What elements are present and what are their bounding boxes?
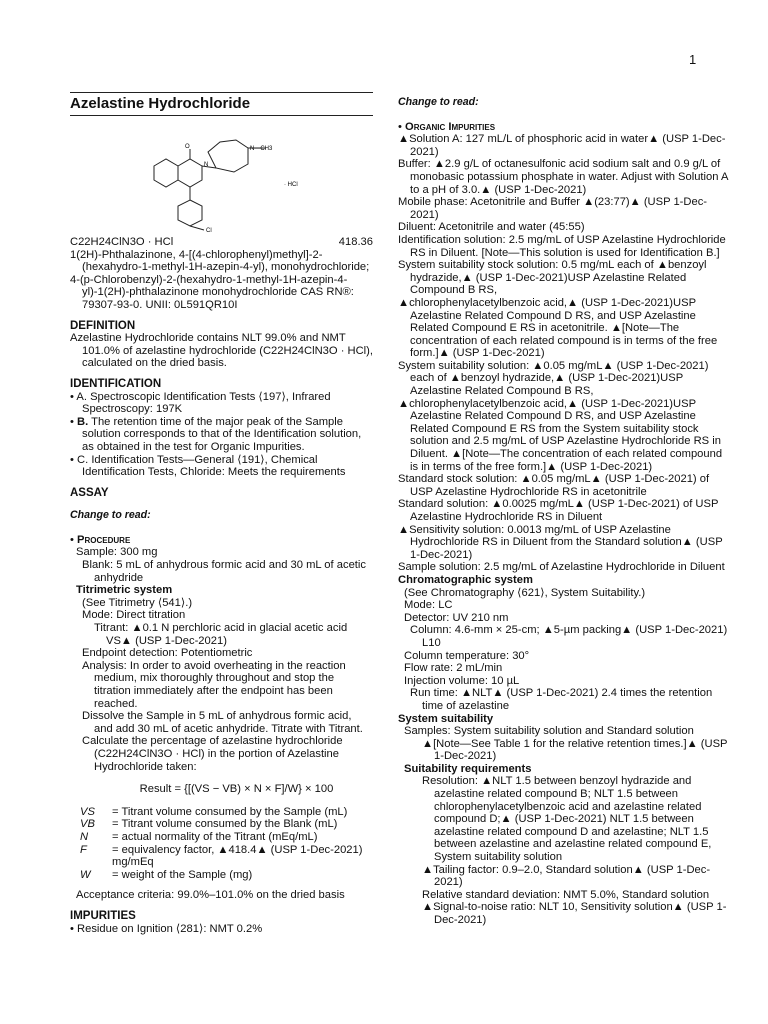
- identification-a: • A. Spectroscopic Identification Tests ⟨197⟩, Infrared Spectroscopy: 197K: [70, 390, 331, 416]
- flow-rate: Flow rate: 2 mL/min: [404, 662, 503, 675]
- chemical-structure: [70, 122, 373, 232]
- chemical-name: 1(2H)-Phthalazinone, 4-[(4-chlorophenyl)methyl]-2-(hexahydro-1-methyl-1H-azepin-4-yl), monohydrochloride;: [70, 248, 370, 274]
- var-definition: = equivalency factor, ▲418.4▲ (USP 1-Dec-2021) mg/mEq: [112, 843, 363, 869]
- structure-drawing: [70, 122, 370, 234]
- chrom-column: Column: 4.6-mm × 25-cm; ▲5-µm packing▲ (USP 1-Dec-2021) L10: [410, 624, 728, 649]
- var-definition: = weight of the Sample (mg): [112, 868, 253, 881]
- chromatography-see: (See Chromatography ⟨621⟩, System Suitability.): [404, 586, 646, 599]
- molecular-formula: C22H24ClN3O · HCl: [70, 236, 174, 248]
- left-column: [70, 92, 373, 935]
- chromatographic-system: Chromatographic system: [398, 573, 533, 586]
- standard-stock-solution: Standard stock solution: ▲0.05 mg/mL▲ (USP 1-Dec-2021) of USP Azelastine Hydrochloride RS in acetonitrile: [398, 473, 710, 498]
- residue-text: Residue on Ignition ⟨281⟩: NMT 0.2%: [77, 922, 263, 935]
- page-number: 1: [689, 52, 697, 67]
- acceptance-criteria: Acceptance criteria: 99.0%–101.0% on the dried basis: [76, 889, 345, 902]
- equation-variables: [80, 806, 373, 882]
- var-definition: = Titrant volume consumed by the Sample (mL): [112, 805, 348, 818]
- titrimetric-endpoint: Endpoint detection: Potentiometric: [82, 647, 253, 660]
- titrimetric-see: (See Titrimetry ⟨541⟩.): [82, 596, 193, 609]
- struct-ch3-label: N—CH3: [250, 146, 273, 152]
- definition-heading: DEFINITION: [70, 319, 136, 332]
- var-row: [80, 844, 373, 869]
- run-time: Run time: ▲NLT▲ (USP 1-Dec-2021) 2.4 times the retention time of azelastine: [410, 687, 713, 712]
- assay-equation: Result = {[(VS − VB) × N × F]/W} × 100: [139, 783, 334, 796]
- identification-b: • B. The retention time of the major peak of the Sample solution corresponds to that of the Identification solution, as obtained in the test for Organic Impurities.: [70, 415, 362, 453]
- var-symbol: F: [80, 843, 87, 856]
- identification-c: • C. Identification Tests—General ⟨191⟩, Chemical Identification Tests, Chloride: Meets the requirements: [70, 453, 346, 479]
- organic-impurities-label: Organic Impurities: [405, 120, 496, 133]
- sensitivity-solution: ▲Sensitivity solution: 0.0013 mg/mL of USP Azelastine Hydrochloride RS in Diluent from the Standard solution▲ (USP 1-Dec-2021): [398, 523, 723, 561]
- struct-o-label: O: [185, 144, 190, 150]
- struct-n-label: N: [204, 162, 209, 168]
- system-suitability-solution-cont: ▲chlorophenylacetylbenzoic acid,▲ (USP 1-Dec-2021)USP Azelastine Related Compound D RS, and USP Azelastine Related Compound E RS from the System suitability stock solution and 2.5 mg/mL of USP Azelastine Hydrochloride RS in Diluent. ▲[Note—The concentration of each related compound is in terms of the free form.]▲ (USP 1-Dec-2021): [398, 397, 723, 473]
- sample-solution: Sample solution: 2.5 mg/mL of Azelastine Hydrochloride in Diluent: [398, 561, 725, 574]
- assay-dissolve: Dissolve the Sample in 5 mL of anhydrous formic acid, and add 30 mL of acetic anhydride. Titrate with Titrant.: [82, 710, 363, 735]
- titrimetric-system: Titrimetric system: [76, 584, 173, 597]
- assay-calculate: Calculate the percentage of azelastine hydrochloride (C22H24ClN3O · HCl) in the portion of Azelastine Hydrochloride taken:: [82, 735, 343, 773]
- chemical-name-alt: 4-(p-Chlorobenzyl)-2-(hexahydro-1-methyl-1H-azepin-4-yl)-1(2H)-phthalazinone monohydrochloride CAS RN®: 79307-93-0. UNII: 0L591QR10I: [70, 273, 354, 311]
- procedure-heading: • Procedure: [70, 533, 131, 546]
- identification-solution: Identification solution: 2.5 mg/mL of USP Azelastine Hydrochloride RS in Diluent. [Note—This solution is used for Identification B.]: [398, 233, 726, 259]
- molecular-weight: 418.36: [338, 236, 373, 248]
- organic-impurities-heading: • Organic Impurities: [398, 120, 496, 133]
- chrom-mode: Mode: LC: [404, 599, 453, 612]
- suitability-requirements: Suitability requirements: [404, 762, 532, 775]
- assay-heading: ASSAY: [70, 486, 109, 499]
- signal-to-noise: ▲Signal-to-noise ratio: NLT 10, Sensitivity solution▲ (USP 1-Dec-2021): [422, 901, 727, 926]
- relative-standard-deviation: Relative standard deviation: NMT 5.0%, Standard solution: [422, 888, 710, 901]
- assay-blank: Blank: 5 mL of anhydrous formic acid and 30 mL of acetic anhydride: [82, 559, 366, 584]
- buffer: Buffer: ▲2.9 g/L of octanesulfonic acid sodium salt and 0.9 g/L of monobasic potassium phosphate in water. Adjust with Solution A to a pH of 3.0.▲ (USP 1-Dec-2021): [398, 158, 728, 196]
- definition-text: Azelastine Hydrochloride contains NLT 99.0% and NMT 101.0% of azelastine hydrochloride (C22H24ClN3O · HCl), calculated on the dried basis.: [70, 332, 374, 370]
- system-suitability-heading: System suitability: [398, 712, 494, 725]
- titrimetric-titrant: Titrant: ▲0.1 N perchloric acid in glacial acetic acid VS▲ (USP 1-Dec-2021): [94, 622, 348, 647]
- var-symbol: W: [80, 868, 91, 881]
- tailing-factor: ▲Tailing factor: 0.9–2.0, Standard solution▲ (USP 1-Dec-2021): [422, 863, 711, 889]
- system-suitability-stock: System suitability stock solution: 0.5 mg/mL each of ▲benzoyl hydrazide,▲ (USP 1-Dec-2021)USP Azelastine Related Compound B RS,: [398, 259, 707, 297]
- var-symbol: VB: [80, 818, 95, 831]
- mobile-phase: Mobile phase: Acetonitrile and Buffer ▲(23:77)▲ (USP 1-Dec-2021): [398, 196, 708, 221]
- identification-c-text: C. Identification Tests—General ⟨191⟩, Chemical Identification Tests, Chloride: Meets the requirements: [77, 453, 346, 479]
- residue-on-ignition: • Residue on Ignition ⟨281⟩: NMT 0.2%: [70, 922, 263, 935]
- standard-solution: Standard solution: ▲0.0025 mg/mL▲ (USP 1-Dec-2021) of USP Azelastine Hydrochloride RS in Diluent: [398, 498, 719, 523]
- var-definition: = Titrant volume consumed by the Blank (mL): [112, 818, 338, 831]
- assay-sample: Sample: 300 mg: [76, 546, 158, 559]
- right-column: [398, 92, 733, 927]
- identification-a-text: A. Spectroscopic Identification Tests ⟨197⟩, Infrared Spectroscopy: 197K: [76, 390, 331, 416]
- system-suitability-stock-cont: ▲chlorophenylacetylbenzoic acid,▲ (USP 1-Dec-2021)USP Azelastine Related Compound D RS, and USP Azelastine Related Compound E RS in acetonitrile. ▲[Note—The concentration of each related compound is in terms of the free form.]▲ (USP 1-Dec-2021): [398, 296, 718, 360]
- chrom-detector: Detector: UV 210 nm: [404, 611, 509, 624]
- titrimetric-mode: Mode: Direct titration: [82, 609, 186, 622]
- suitability-samples: Samples: System suitability solution and Standard solution: [404, 725, 694, 738]
- struct-hcl-label: · HCl: [284, 182, 298, 188]
- organic-change-note: Change to read:: [398, 96, 479, 108]
- solution-a: ▲Solution A: 127 mL/L of phosphoric acid in water▲ (USP 1-Dec-2021): [398, 133, 726, 158]
- column-temperature: Column temperature: 30°: [404, 649, 530, 662]
- identification-b-text: The retention time of the major peak of the Sample solution corresponds to that of the Identification solution, as obtained in the test for Organic Impurities.: [82, 415, 362, 453]
- impurities-heading: IMPURITIES: [70, 909, 136, 922]
- var-row: [80, 806, 373, 819]
- suitability-samples-note: ▲[Note—See Table 1 for the relative retention times.]▲ (USP 1-Dec-2021): [422, 737, 728, 763]
- resolution: Resolution: ▲NLT 1.5 between benzoyl hydrazide and azelastine related compound B; NLT 1.5 between chlorophenylacetylbenzoic acid and azelastine related compound D;▲ (USP 1-Dec-2021) NLT 1.5 between azelastine related compound D and azelastine; NLT 1.5 between azelastine and azelastine related compound E, System suitability solution: [422, 775, 712, 864]
- var-row: [80, 831, 373, 844]
- molecular-formula-row: [70, 236, 373, 249]
- var-symbol: N: [80, 830, 89, 843]
- diluent: Diluent: Acetonitrile and water (45:55): [398, 221, 585, 234]
- system-suitability-solution: System suitability solution: ▲0.05 mg/mL▲ (USP 1-Dec-2021) each of ▲benzoyl hydrazide,▲ (USP 1-Dec-2021)USP Azelastine Related Compound B RS,: [398, 359, 709, 398]
- struct-cl-label: Cl: [206, 228, 212, 234]
- procedure-label: Procedure: [77, 533, 131, 546]
- var-symbol: VS: [80, 805, 95, 818]
- var-row: [80, 869, 373, 882]
- var-row: [80, 818, 373, 831]
- injection-volume: Injection volume: 10 µL: [404, 674, 520, 687]
- identification-b-label: B.: [77, 415, 89, 428]
- identification-heading: IDENTIFICATION: [70, 377, 162, 390]
- monograph-title: Azelastine Hydrochloride: [70, 92, 373, 116]
- var-definition: = actual normality of the Titrant (mEq/mL): [112, 830, 318, 843]
- assay-analysis: Analysis: In order to avoid overheating in the reaction medium, mix thoroughly throughout and stop the titration immediately after the endpoint has been reached.: [82, 659, 346, 710]
- assay-change-note: Change to read:: [70, 509, 151, 522]
